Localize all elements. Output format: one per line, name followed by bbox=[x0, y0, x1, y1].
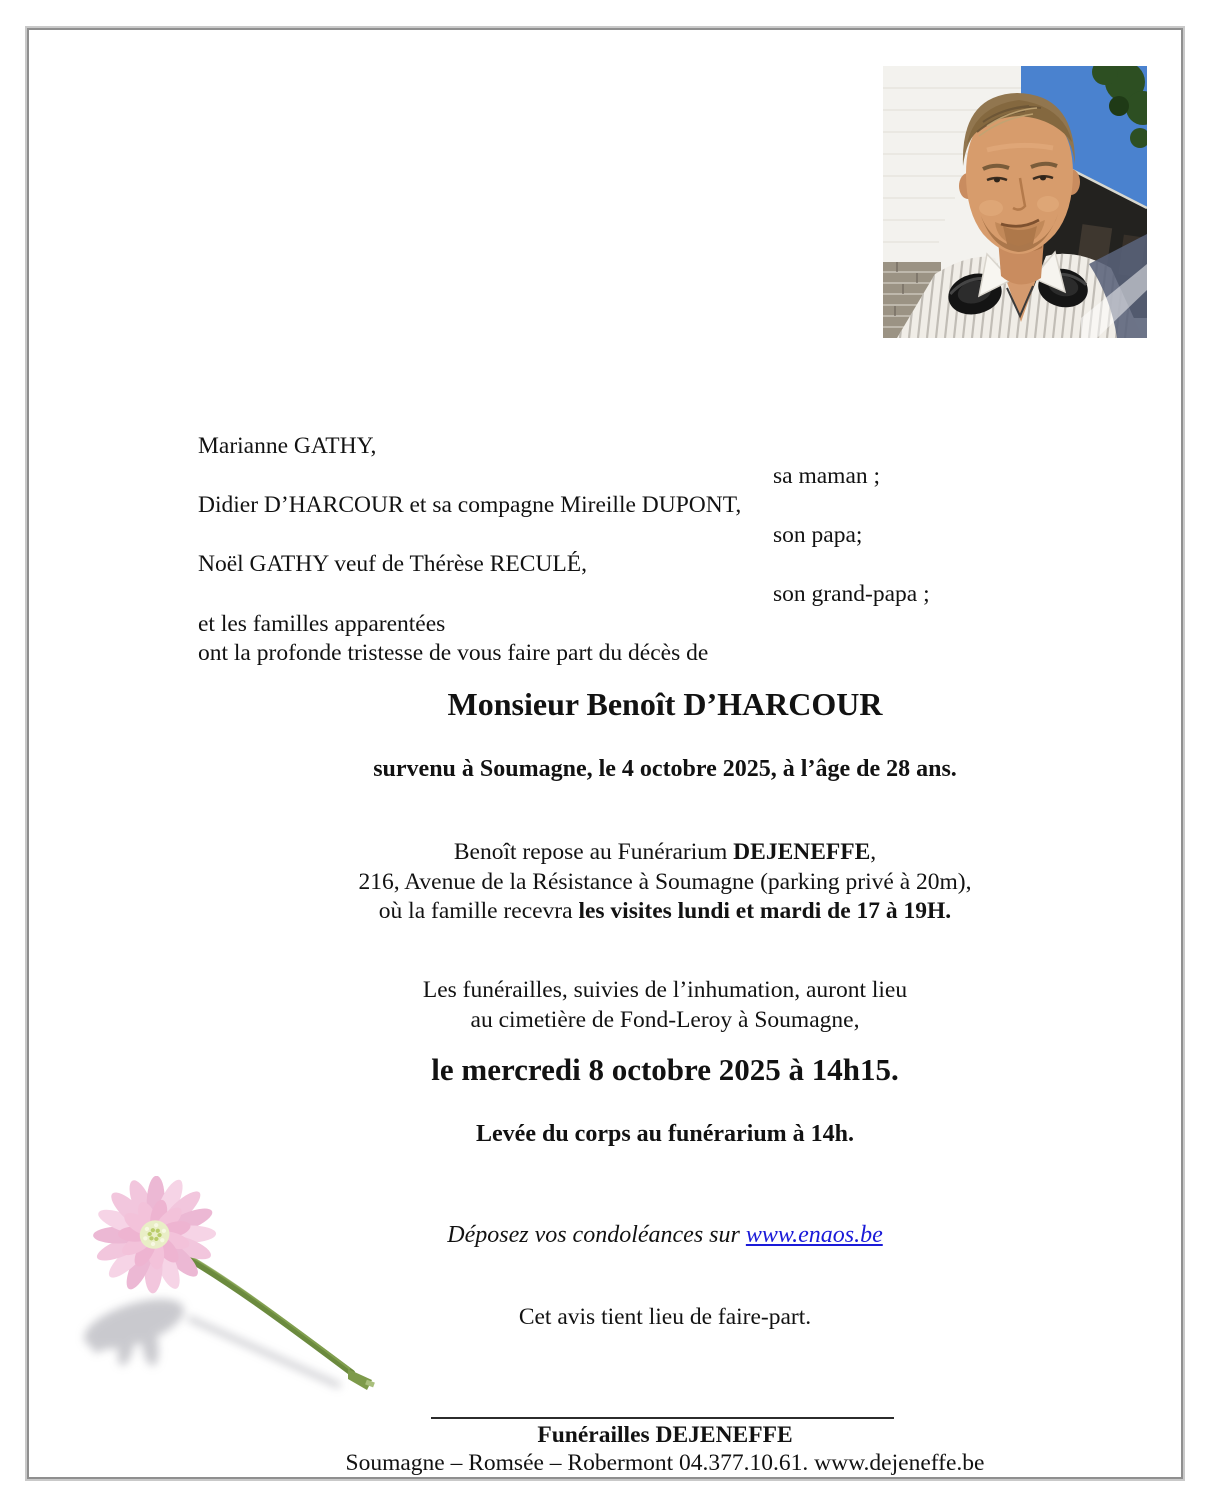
family-line: Noël GATHY veuf de Thérèse RECULÉ, bbox=[198, 551, 587, 578]
death-details: survenu à Soumagne, le 4 octobre 2025, à l’âge de 28 ans. bbox=[373, 756, 957, 782]
funeral-section bbox=[200, 976, 1130, 1035]
relation-label: son papa; bbox=[773, 521, 863, 548]
relation-label: sa maman ; bbox=[773, 462, 881, 489]
portrait-photo bbox=[883, 66, 1147, 338]
family-line: et les familles apparentées bbox=[198, 610, 446, 637]
cemetery-line: au cimetière de Fond-Leroy à Soumagne, bbox=[470, 1006, 860, 1033]
flower-stem bbox=[170, 1246, 374, 1390]
footer-rule bbox=[431, 1417, 894, 1419]
announcement-intro: ont la profonde tristesse de vous faire part du décès de bbox=[198, 640, 709, 667]
repose-line: Benoît repose au Funérarium DEJENEFFE, bbox=[453, 839, 877, 865]
repose-section bbox=[200, 838, 1130, 927]
funeral-home-contact: Soumagne – Romsée – Robermont 04.377.10.61. www.dejeneffe.be bbox=[345, 1450, 985, 1476]
family-line: Didier D’HARCOUR et sa compagne Mireille DUPONT, bbox=[198, 492, 742, 519]
condolences-text: Déposez vos condoléances sur bbox=[447, 1222, 746, 1248]
levee-du-corps: Levée du corps au funérarium à 14h. bbox=[476, 1121, 854, 1147]
visits-line: où la famille recevra les visites lundi et mardi de 17 à 19H. bbox=[378, 898, 952, 925]
deceased-name: Monsieur Benoît D’HARCOUR bbox=[447, 686, 883, 722]
flower-head bbox=[75, 1176, 234, 1312]
enaos-link[interactable]: www.enaos.be bbox=[745, 1222, 883, 1248]
family-section bbox=[198, 432, 1098, 669]
address-line: 216, Avenue de la Résistance à Soumagne (parking privé à 20m), bbox=[358, 868, 972, 895]
funeral-home-name: Funérailles DEJENEFFE bbox=[537, 1422, 793, 1448]
faire-part-notice: Cet avis tient lieu de faire-part. bbox=[518, 1304, 812, 1330]
family-line: Marianne GATHY, bbox=[198, 433, 377, 459]
relation-label: son grand-papa ; bbox=[773, 580, 930, 607]
funeral-date: le mercredi 8 octobre 2025 à 14h15. bbox=[431, 1052, 899, 1087]
flower-image bbox=[70, 1176, 394, 1420]
funeral-line: Les funérailles, suivies de l’inhumation, auront lieu bbox=[422, 977, 908, 1003]
